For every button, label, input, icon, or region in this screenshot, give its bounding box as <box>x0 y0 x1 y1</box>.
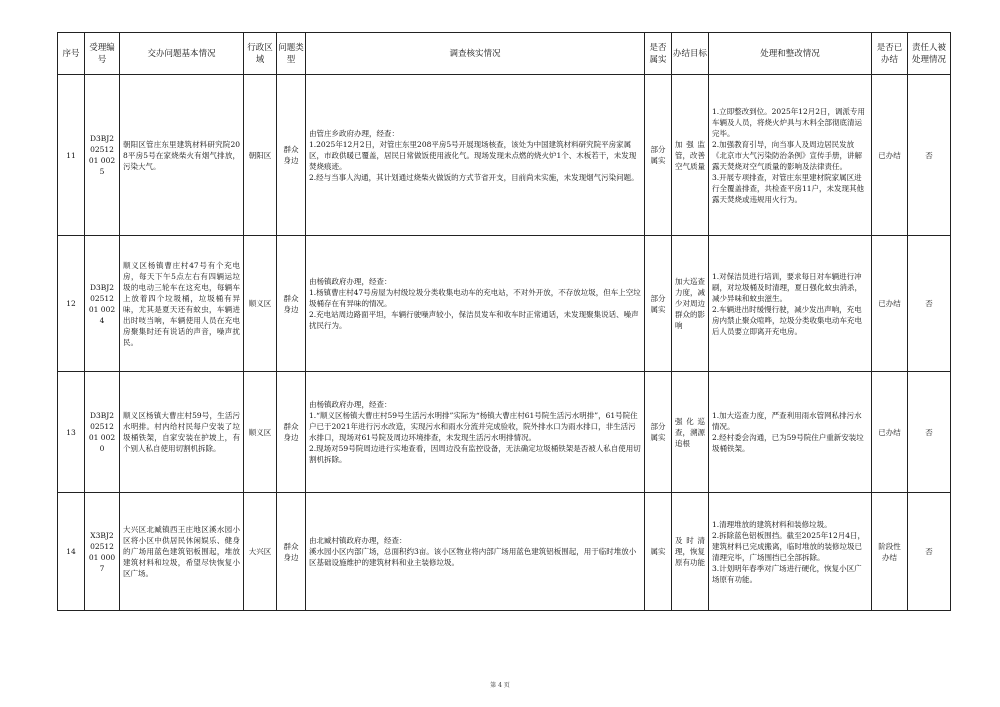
complaint-table <box>57 32 951 611</box>
row-code: D3BJ20251201 0020 <box>85 372 120 493</box>
row-done: 阶段性办结 <box>872 493 908 611</box>
investigation-line: 1.杨镇曹庄村47号房屋为村级垃圾分类收集电动车的充电站，不对外开放，不存放垃圾，但车上空垃圾桶存在有异味的情况。 <box>309 288 641 308</box>
header-handling: 处理和整改情况 <box>709 33 872 75</box>
row-done: 已办结 <box>872 75 908 236</box>
investigation-line: 溪水园小区内部广场，总面积约3亩。该小区物业将内部广场用蓝色建筑铝板围起，用于临时堆放小区基础设施维护的建筑材料和业主装修垃圾。 <box>309 547 637 567</box>
row-type: 群众身边 <box>277 236 306 372</box>
row-verified: 部分属实 <box>645 372 672 493</box>
row-done: 已办结 <box>872 236 908 372</box>
header-seq: 序号 <box>58 33 85 75</box>
row-investigation <box>306 372 645 493</box>
handling-line: 2.车辆进出时缓慢行驶，减少发出声响，充电房内禁止聚众喧哗，垃圾分类收集电动车充电后人员要立即离开充电房。 <box>712 304 862 336</box>
handling-line: 1.清理堆放的建筑材料和装修垃圾。 <box>712 519 832 529</box>
header-code: 受理编号 <box>85 33 120 75</box>
row-investigation <box>306 493 645 611</box>
row-code: D3BJ20251201 0024 <box>85 236 120 372</box>
row-problem: 顺义区杨镇曹庄村47号有个充电房，每天下午5点左右有四辆运垃圾的电动三轮车在这充电，每辆车上放着四个垃圾桶，垃圾桶有异味，尤其是夏天还有蚊虫，车辆进出时吱当响，车辆使用人员在充电房聚集时还有说话的声音，噪声扰民。 <box>120 236 244 372</box>
row-region: 顺义区 <box>244 236 277 372</box>
investigation-line: 2.经与当事人沟通，其计划通过烧柴火做饭的方式节省开支，目前尚未实施，未发现烟气污染问题。 <box>309 172 639 182</box>
investigation-line: 2.充电站周边路面平坦，车辆行驶噪声较小，保洁员发车和收车时正常通话，未发现聚集说话、噪声扰民行为。 <box>309 310 639 330</box>
row-region: 大兴区 <box>244 493 277 611</box>
handling-line: 3.计划明年春季对广场进行硬化，恢复小区广场原有功能。 <box>712 563 862 584</box>
row-punished: 否 <box>908 75 951 236</box>
report-table-wrapper <box>57 32 951 611</box>
table-row <box>58 75 951 236</box>
investigation-line: 1.“顺义区杨镇大曹庄村59号生活污水明排”实际为“杨镇大曹庄村61号院生活污水明排”，61号院住户已于2021年进行污水改造，实现污水和雨水分流并完成验收，院外排水口为雨水排口，非生活污水排口，现场对61号院及周边环境排查，未发现生活污水明排情况。 <box>309 411 638 442</box>
row-investigation <box>306 75 645 236</box>
header-type: 问题类型 <box>277 33 306 75</box>
row-handling <box>709 372 872 493</box>
investigation-line: 2.现场对59号院周边进行实地查看，因周边没有监控设备，无法确定垃圾桶铁架是否被人私自使用切割机拆除。 <box>309 444 641 464</box>
table-row <box>58 493 951 611</box>
row-handling <box>709 75 872 236</box>
row-handling <box>709 493 872 611</box>
row-problem: 顺义区杨镇大曹庄村59号，生活污水明排。村内给村民每户安装了垃圾桶铁架，自家安装在护坡上，有个别人私自使用切割机拆除。 <box>120 372 244 493</box>
investigation-line: 由管庄乡政府办理，经查： <box>309 128 399 138</box>
row-region: 朝阳区 <box>244 75 277 236</box>
row-problem: 朝阳区管庄东里建筑材料研究院208平房5号在家烧柴火有烟气排放，污染大气。 <box>120 75 244 236</box>
header-verified: 是否属实 <box>645 33 672 75</box>
investigation-line: 1.2025年12月2日，对管庄东里208平房5号开展现场核查，该处为中国建筑材料研究院平房家属区，市政供暖已覆盖，居民日常做饭使用液化气。现场发现未点燃的烧火炉1个、木板若干，未发现焚烧痕迹。 <box>309 139 637 171</box>
row-goal: 及时清理，恢复原有功能 <box>672 493 709 611</box>
row-goal: 强化巡查，溯源追根 <box>672 372 709 493</box>
investigation-line: 由北臧村镇政府办理，经查： <box>309 536 407 545</box>
header-investigation: 调查核实情况 <box>306 33 645 75</box>
row-code: X3BJ20251201 0007 <box>85 493 120 611</box>
row-punished: 否 <box>908 372 951 493</box>
row-verified: 部分属实 <box>645 236 672 372</box>
investigation-line: 由杨镇政府办理，经查： <box>309 277 392 286</box>
handling-line: 3.开展专项排查，对管庄东里建材院家属区进行全覆盖排查，共检查平房11户，未发现其他露天焚烧或违规用火行为。 <box>712 172 865 204</box>
row-investigation <box>306 236 645 372</box>
row-handling <box>709 236 872 372</box>
row-goal: 加强监管，改善空气质量 <box>672 75 709 236</box>
header-punished: 责任人被处理情况 <box>908 33 951 75</box>
investigation-line: 由杨镇政府办理，经查： <box>309 400 392 409</box>
row-seq: 13 <box>58 372 85 493</box>
page-number: 第 4 页 <box>490 682 510 689</box>
row-seq: 14 <box>58 493 85 611</box>
row-verified: 部分属实 <box>645 75 672 236</box>
table-row <box>58 236 951 372</box>
header-problem: 交办问题基本情况 <box>120 33 244 75</box>
row-problem: 大兴区北臧镇西王庄地区溪水园小区将小区中供居民休闲娱乐、健身的广场用蓝色建筑铝板围起，堆放建筑材料和垃圾，希望尽快恢复小区广场。 <box>120 493 244 611</box>
table-row <box>58 372 951 493</box>
row-seq: 12 <box>58 236 85 372</box>
row-type: 群众身边 <box>277 493 306 611</box>
header-region: 行政区域 <box>244 33 277 75</box>
header-goal: 办结目标 <box>672 33 709 75</box>
row-region: 顺义区 <box>244 372 277 493</box>
handling-line: 2.加强教育引导，向当事人及周边居民发放《北京市大气污染防治条例》宣传手册，讲解露天焚烧对空气质量的影响及法律责任。 <box>712 139 862 171</box>
handling-line: 1.对保洁员进行培训，要求每日对车辆进行冲刷，对垃圾桶及时清理，夏日强化蚊虫消杀，减少异味和蚊虫滋生。 <box>712 271 862 303</box>
header-row <box>58 33 951 75</box>
row-done: 已办结 <box>872 372 908 493</box>
handling-line: 2.拆除蓝色铝板围挡。截至2025年12月4日，建筑材料已完成搬离，临时堆放的装修垃圾已清理完毕，广场围挡已全部拆除。 <box>712 530 866 562</box>
row-punished: 否 <box>908 236 951 372</box>
handling-line: 1.立即整改到位。2025年12月2日，调派专用车辆及人员，将烧火炉具与木料全部彻底清运完毕。 <box>712 106 866 138</box>
row-goal: 加大巡查力度，减少对周边群众的影响 <box>672 236 709 372</box>
row-type: 群众身边 <box>277 75 306 236</box>
row-verified: 属实 <box>645 493 672 611</box>
row-code: D3BJ20251201 0025 <box>85 75 120 236</box>
handling-line: 1.加大巡查力度，严查利用雨水管网私排污水情况。 <box>712 411 862 431</box>
row-type: 群众身边 <box>277 372 306 493</box>
header-done: 是否已办结 <box>872 33 908 75</box>
row-seq: 11 <box>58 75 85 236</box>
handling-line: 2.经村委会沟通，已为59号院住户重新安装垃圾桶铁架。 <box>712 433 864 453</box>
row-punished: 否 <box>908 493 951 611</box>
